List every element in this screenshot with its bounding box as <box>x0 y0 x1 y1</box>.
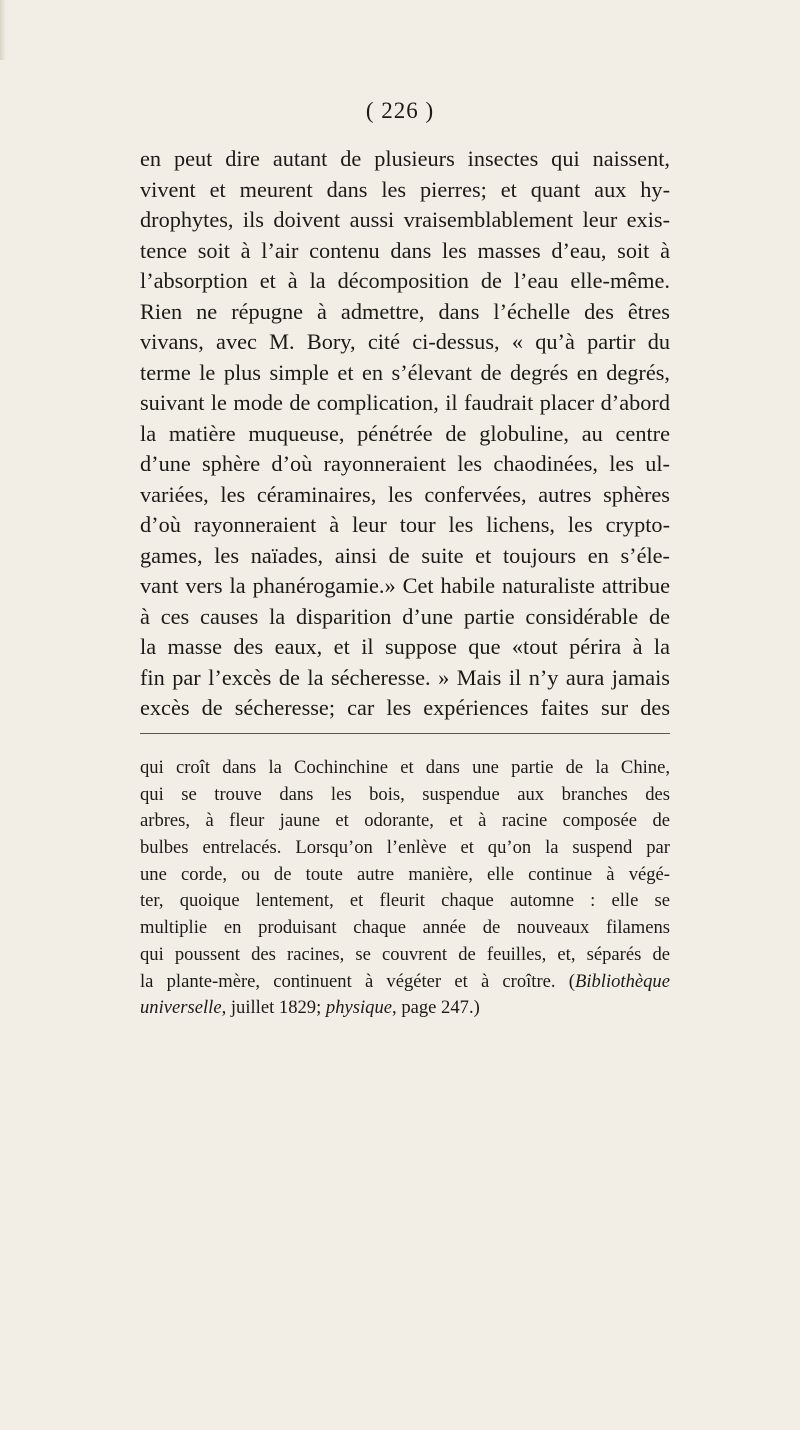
footnote-line-text: la plante-mère, continuent à végéter et à croître. <box>140 970 556 992</box>
citation-source-title-cont: universelle <box>140 997 222 1019</box>
footnote-line: arbres, à fleur jaune et odorante, et à racine composée de <box>140 810 670 832</box>
footnote-line: bulbes entrelacés. Lorsqu’on l’enlève et qu’on la suspend par <box>140 837 670 859</box>
text-line: excès de sécheresse; car les expériences faites sur des <box>140 695 670 720</box>
footnote-line: qui se trouve dans les bois, suspendue aux branches des <box>140 783 670 805</box>
text-line: suivant le mode de complication, il faudrait placer d’abord <box>140 390 670 415</box>
page-number: ( 226 ) <box>365 98 435 123</box>
text-line: d’où rayonneraient à leur tour les lichens, les crypto- <box>140 512 670 537</box>
text-line: vant vers la phanérogamie.» Cet habile naturaliste attribue <box>140 573 670 598</box>
footnote-separator <box>140 733 670 734</box>
footnote-line: qui poussent des racines, se couvrent de feuilles, et, séparés de <box>140 943 670 965</box>
text-line: en peut dire autant de plusieurs insectes qui naissent, <box>140 146 670 171</box>
footnote-line <box>140 995 670 1022</box>
footnote-line <box>140 969 670 996</box>
text-line: games, les naïades, ainsi de suite et toujours en s’éle- <box>140 542 670 568</box>
page-edge-shadow <box>0 0 6 60</box>
footnote-block <box>140 755 670 1022</box>
text-line: variées, les céraminaires, les confervées, autres sphères <box>140 481 670 507</box>
text-line: à ces causes la disparition d’une partie considérable de <box>140 603 670 629</box>
citation-date: , juillet 1829; <box>221 997 326 1019</box>
text-line: terme le plus simple et en s’élevant de degrés en degrés, <box>140 359 670 385</box>
footnote-line: multiplie en produisant chaque année de nouveaux filamens <box>140 917 670 939</box>
text-line: Rien ne répugne à admettre, dans l’échelle des êtres <box>140 298 670 324</box>
citation-page: , page 247.) <box>392 997 480 1019</box>
text-line: fin par l’excès de la sécheresse. » Mais il n’y aura jamais <box>140 664 670 690</box>
text-line: vivans, avec M. Bory, cité ci-dessus, « qu’à partir du <box>140 329 670 354</box>
footnote-line: qui croît dans la Cochinchine et dans une partie de la Chine, <box>140 757 670 778</box>
text-line: la matière muqueuse, pénétrée de globuline, au centre <box>140 420 670 446</box>
citation-open-paren: ( <box>568 970 575 992</box>
main-text-block <box>140 144 670 724</box>
text-line: tence soit à l’air contenu dans les masses d’eau, soit à <box>140 237 670 263</box>
citation-source-title: Bibliothèque <box>574 970 670 992</box>
text-line: l’absorption et à la décomposition de l’eau elle-même. <box>140 268 670 293</box>
citation-section: physique <box>325 997 393 1019</box>
footnote-line: une corde, ou de toute autre manière, elle continue à végé- <box>140 863 670 885</box>
text-line: drophytes, ils doivent aussi vraisemblablement leur exis- <box>140 207 670 232</box>
text-line: d’une sphère d’où rayonneraient les chaodinées, les ul- <box>140 451 670 476</box>
footnote-line: ter, quoique lentement, et fleurit chaque automne : elle se <box>140 890 670 912</box>
text-line: vivent et meurent dans les pierres; et quant aux hy- <box>140 176 670 202</box>
text-line: la masse des eaux, et il suppose que «tout périra à la <box>140 634 670 659</box>
